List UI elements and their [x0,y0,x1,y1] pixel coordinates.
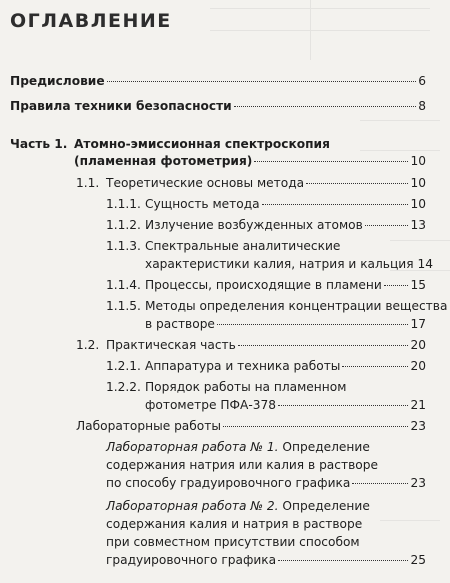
lab1-title-line2: содержания натрия или калия в растворе [106,458,378,472]
dot-leader [234,106,417,107]
dot-leader [238,345,409,346]
part-number: Часть 1. [10,137,68,151]
section-number: 1.1.4. [106,278,141,292]
section-number: 1.1.1. [106,197,141,211]
page-title: ОГЛАВЛЕНИЕ [10,10,172,32]
entry-label: по способу градуировочного графика [106,476,351,490]
entry-label: характеристики калия, натрия и кальция [145,257,414,271]
toc-entry-part1[interactable] [74,152,426,170]
entry-label: Процессы, происходящие в пламени [145,278,382,292]
entry-label: Правила техники безопасности [10,99,232,113]
toc-entry-1-2[interactable] [76,336,426,354]
entry-label: Предисловие [10,74,105,88]
dot-leader [262,204,409,205]
toc-entry-1-1-2[interactable] [106,216,426,234]
lab-label: Определение [282,440,370,454]
entry-label-line1: Спектральные аналитические [145,239,341,253]
entry-label: Теоретические основы метода [106,176,305,190]
entry-label: Лабораторные работы [76,419,221,433]
dot-leader [342,366,408,367]
toc-entry-1-1-3[interactable] [145,255,434,273]
page-number: 14 [417,257,434,271]
entry-label-line1: Порядок работы на пламенном [145,380,347,394]
dot-leader [365,225,409,226]
page-number: 8 [418,99,426,113]
dot-leader [278,560,408,561]
entry-label: Сущность метода [145,197,260,211]
lab-prefix: Лабораторная работа № 1. [106,440,279,454]
dot-leader [217,324,409,325]
dot-leader [306,183,408,184]
dot-leader [352,483,408,484]
lab2-title-line2: содержания калия и натрия в растворе [106,517,363,531]
toc-entry-preface[interactable] [10,72,426,90]
page-number: 10 [410,197,426,211]
page-number: 10 [410,154,426,168]
page-number: 23 [410,476,426,490]
toc-entry-lab2[interactable] [106,551,426,569]
page-number: 23 [410,419,426,433]
part-title-line1: Атомно-эмиссионная спектроскопия [74,137,330,151]
toc-entry-1-1-5[interactable] [145,315,426,333]
dot-leader [223,426,409,427]
dot-leader [107,81,417,82]
entry-label: фотометре ПФА-378 [145,398,276,412]
lab-prefix: Лабораторная работа № 2. [106,499,279,513]
page-number: 10 [410,176,426,190]
lab-label: Определение [282,499,370,513]
lab2-title-line1 [106,497,370,515]
section-number: 1.1.3. [106,239,141,253]
lab1-title-line1 [106,438,370,456]
toc-entry-labs[interactable] [76,417,426,435]
page-number: 20 [410,338,426,352]
section-number: 1.2.2. [106,380,141,394]
lab2-title-line3: при совместном присутствии способом [106,535,360,549]
entry-label: Излучение возбужденных атомов [145,218,363,232]
dot-leader [384,285,409,286]
toc-entry-1-2-1[interactable] [106,357,426,375]
entry-label: Практическая часть [106,338,236,352]
section-number: 1.1.5. [106,299,141,313]
entry-label: в растворе [145,317,215,331]
page-number: 25 [410,553,426,567]
toc-entry-safety[interactable] [10,97,426,115]
page-number: 6 [418,74,426,88]
toc-entry-1-2-2[interactable] [145,396,426,414]
toc-entry-1-1[interactable] [76,174,426,192]
dot-leader [278,405,408,406]
toc-entry-1-1-4[interactable] [106,276,426,294]
entry-label: (пламенная фотометрия) [74,154,253,168]
section-number: 1.2.1. [106,359,141,373]
toc-entry-lab1[interactable] [106,474,426,492]
section-number: 1.1.2. [106,218,141,232]
page-number: 17 [410,317,426,331]
entry-label: Аппаратура и техника работы [145,359,341,373]
page-number: 13 [410,218,426,232]
page-number: 15 [410,278,426,292]
entry-label-line1: Методы определения концентрации вещества [145,299,448,313]
dot-leader [254,161,408,162]
section-number: 1.1. [76,176,100,190]
entry-label: градуировочного графика [106,553,277,567]
section-number: 1.2. [76,338,100,352]
toc-entry-1-1-1[interactable] [106,195,426,213]
page-number: 21 [410,398,426,412]
page-number: 20 [410,359,426,373]
